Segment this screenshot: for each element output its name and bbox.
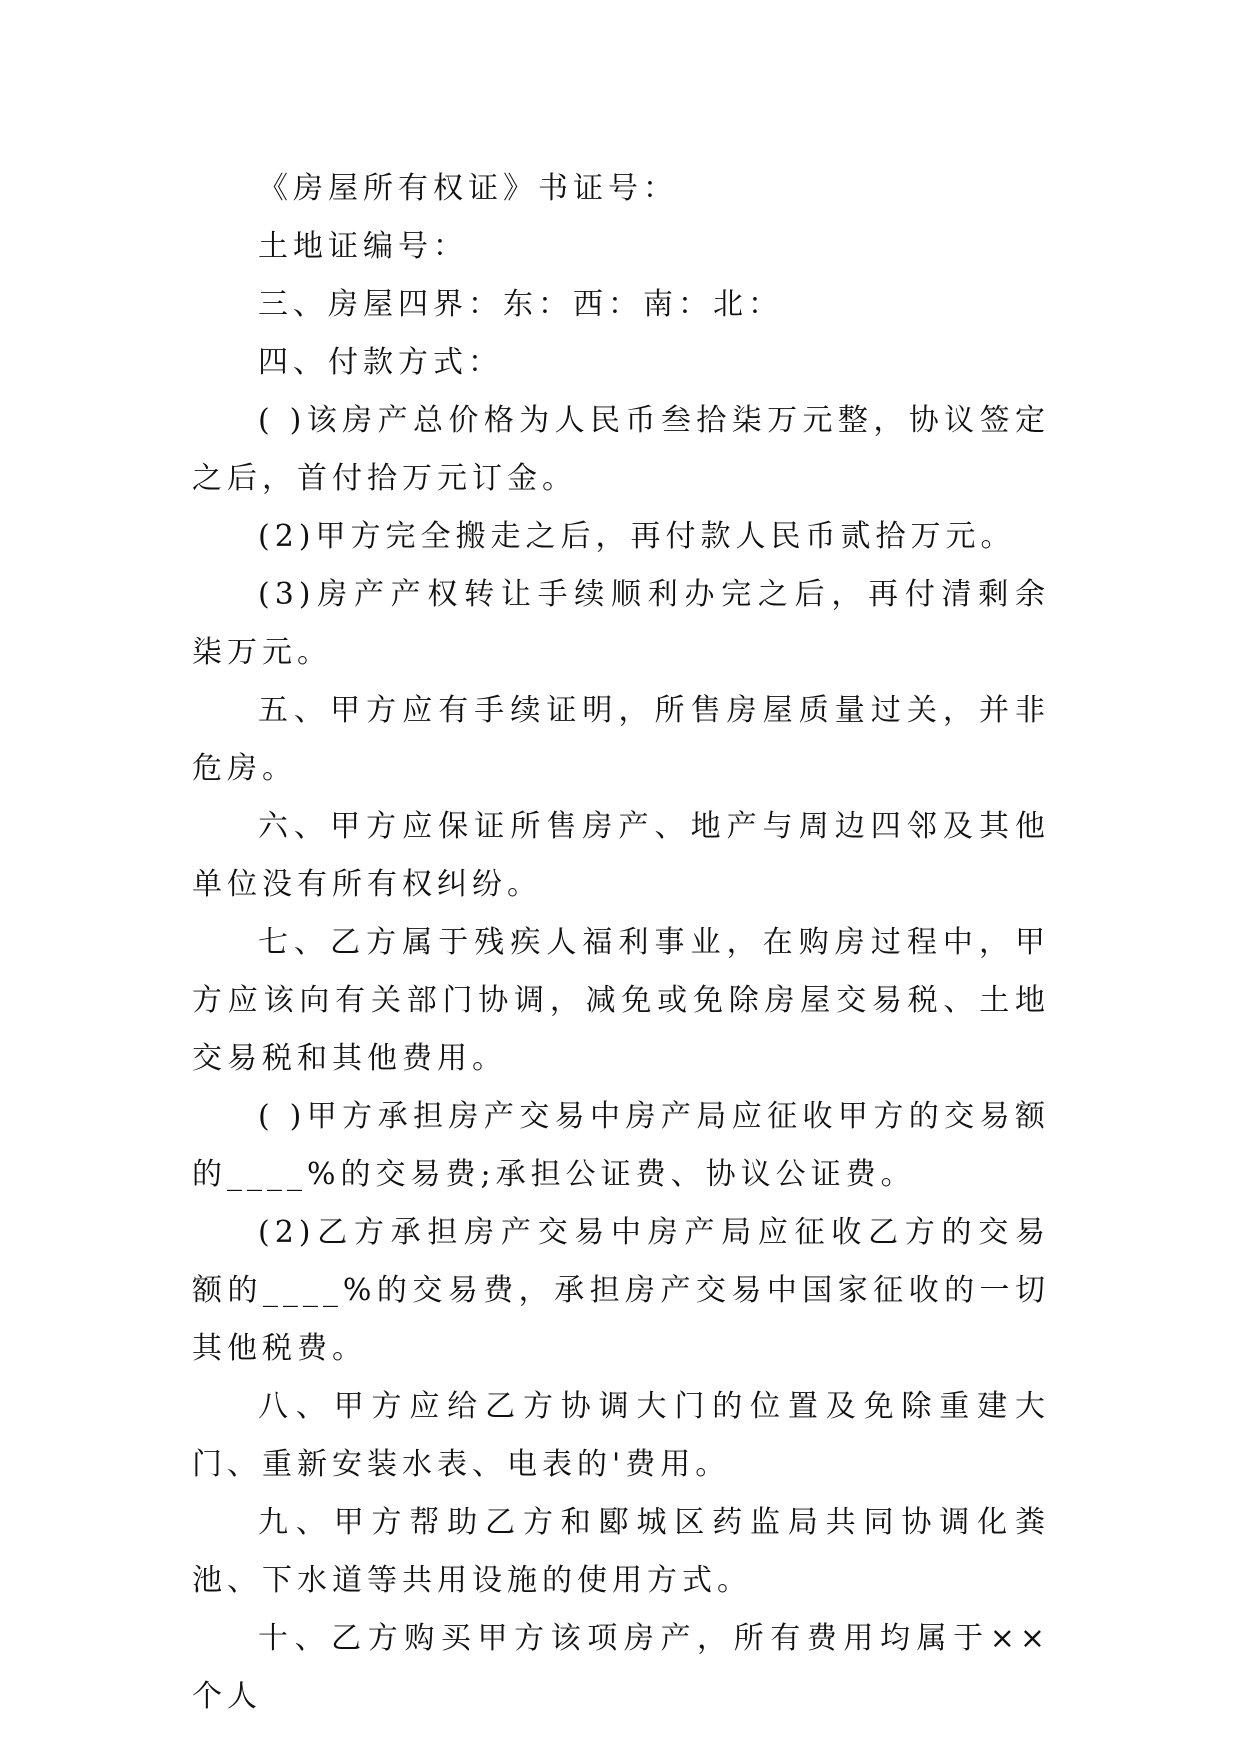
paragraph-clause-7: 七、乙方属于残疾人福利事业，在购房过程中，甲方应该向有关部门协调，减免或免除房屋交易税、土地交易税和其他费用。 [192, 925, 1050, 1076]
paragraph-payment-heading: 四、付款方式： [258, 345, 503, 380]
paragraph-clause-9: 九、甲方帮助乙方和郾城区药监局共同协调化粪池、下水道等共用设施的使用方式。 [192, 1505, 1050, 1598]
paragraph-payment-3: (3)房产产权转让手续顺利办完之后，再付清剩余柒万元。 [192, 577, 1050, 670]
paragraph-clause-7-1: ( )甲方承担房产交易中房产局应征收甲方的交易额的____%的交易费;承担公证费、协议公证费。 [192, 1099, 1050, 1192]
contract-body [192, 160, 1050, 1726]
paragraph-house-boundaries: 三、房屋四界：东：西：南：北： [258, 287, 783, 322]
paragraph-clause-8: 八、甲方应给乙方协调大门的位置及免除重建大门、重新安装水表、电表的'费用。 [192, 1389, 1050, 1482]
paragraph-clause-7-2: (2)乙方承担房产交易中房产局应征收乙方的交易额的____%的交易费，承担房产交易中国家征收的一切其他税费。 [192, 1215, 1050, 1366]
paragraph-clause-10: 十、乙方购买甲方该项房产，所有费用均属于××个人 [192, 1621, 1050, 1714]
paragraph-land-certificate: 土地证编号： [258, 229, 468, 264]
paragraph-clause-5: 五、甲方应有手续证明，所售房屋质量过关，并非危房。 [192, 693, 1050, 786]
paragraph-certificate-number: 《房屋所有权证》书证号： [258, 171, 678, 206]
paragraph-payment-2: (2)甲方完全搬走之后，再付款人民币贰拾万元。 [258, 519, 1016, 554]
paragraph-clause-6: 六、甲方应保证所售房产、地产与周边四邻及其他单位没有所有权纠纷。 [192, 809, 1050, 902]
paragraph-payment-1: ( )该房产总价格为人民币叁拾柒万元整，协议签定之后，首付拾万元订金。 [192, 403, 1050, 496]
